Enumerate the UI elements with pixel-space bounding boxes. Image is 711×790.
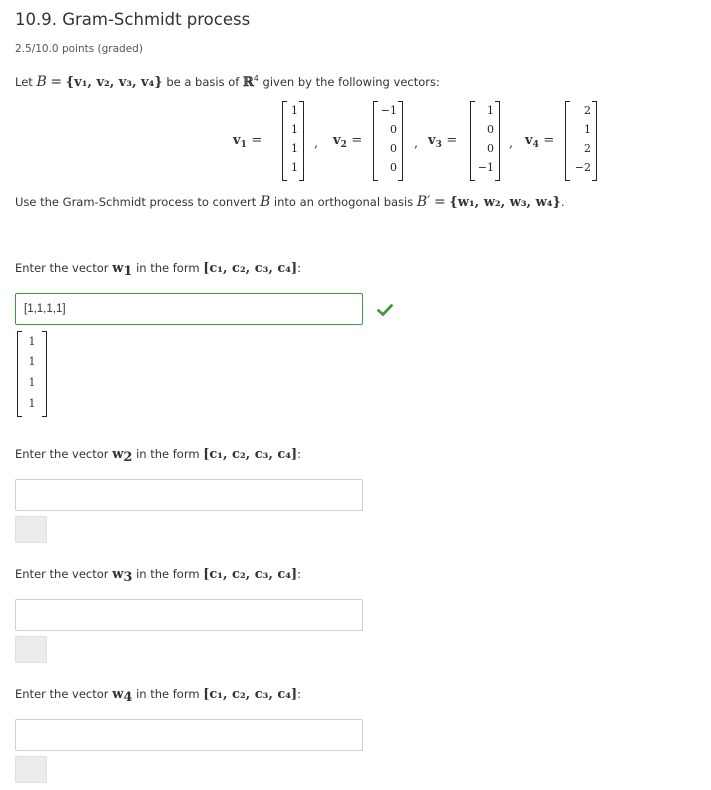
answer-preview-w1: 1 1 1 1 — [17, 331, 47, 417]
vector-v4-matrix: 2 1 2 −2 — [565, 101, 597, 181]
problem-intro: Let B = {v₁, v₂, v₃, v₄} be a basis of ℝ$^4$ given by the following vectors: — [15, 74, 440, 90]
answer-input-w1[interactable]: [1,1,1,1] — [15, 293, 363, 325]
submit-button-w4[interactable] — [15, 756, 47, 783]
vector-separator: , — [314, 136, 319, 151]
instruction-text: Use the Gram-Schmidt process to convert B into an orthogonal basis B′ = {w₁, w₂, w₃, w₄}. — [15, 194, 565, 210]
question-prompt-w1: Enter the vector $w_1$ in the form [c₁, c₂, c₃, c₄]: — [15, 261, 302, 279]
vector-label-v3: $v_3$ = — [428, 133, 458, 150]
answer-input-w4[interactable] — [15, 719, 363, 751]
question-prompt-w2: Enter the vector $w_2$ in the form [c₁, c₂, c₃, c₄]: — [15, 447, 302, 465]
vector-label-v1: $v_1$ = — [233, 133, 263, 150]
vector-label-v4: $v_4$ = — [525, 133, 555, 150]
vector-v3-matrix: 1 0 0 −1 — [470, 101, 500, 181]
points-status: 2.5/10.0 points (graded) — [15, 43, 143, 55]
check-icon — [377, 303, 393, 317]
question-prompt-w4: Enter the vector $w_4$ in the form [c₁, c₂, c₃, c₄]: — [15, 687, 302, 705]
question-prompt-w3: Enter the vector $w_3$ in the form [c₁, c₂, c₃, c₄]: — [15, 567, 302, 585]
vector-v2-matrix: −1 0 0 0 — [373, 101, 403, 181]
problem-title: 10.9. Gram-Schmidt process — [15, 10, 251, 29]
answer-input-w2[interactable] — [15, 479, 363, 511]
answer-input-w3[interactable] — [15, 599, 363, 631]
submit-button-w2[interactable] — [15, 516, 47, 543]
vector-label-v2: $v_2$ = — [333, 133, 363, 150]
submit-button-w3[interactable] — [15, 636, 47, 663]
vector-v1-matrix: 1 1 1 1 — [282, 101, 304, 181]
vector-separator: , — [414, 136, 419, 151]
vector-separator: , — [509, 136, 514, 151]
